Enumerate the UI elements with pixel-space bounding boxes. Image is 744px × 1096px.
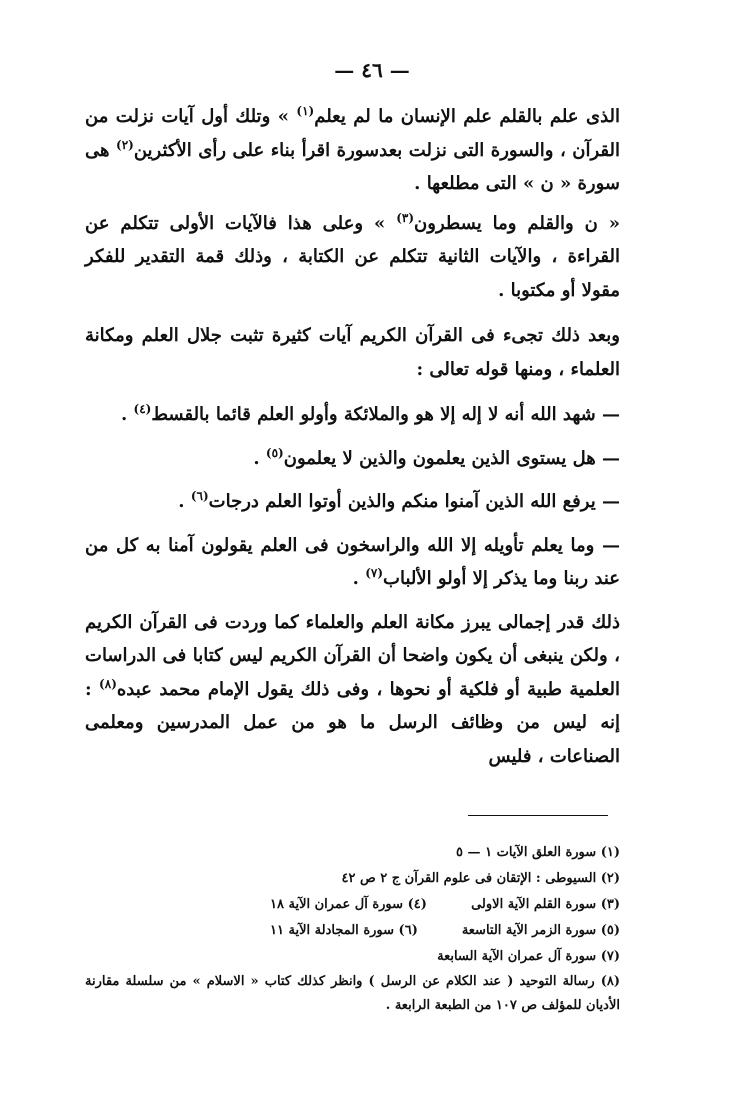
footnotes (270, 840, 620, 970)
footnote-7: (٧) سورة آل عمران الآية السابعة (437, 949, 620, 964)
paragraph-1-after2: هى سورة « ن » التى مطلعها . (85, 139, 620, 194)
footnote-3: (٣) سورة القلم الآية الاولى (471, 897, 620, 912)
footnote-2: (٢) السيوطى : الإتقان فى علوم القرآن ج ٢ ص ٤٢ (341, 871, 620, 886)
footnote-6: (٦) سورة المجادلة الآية ١١ (270, 923, 418, 938)
paragraph-4 (85, 606, 620, 774)
main-text (85, 100, 620, 785)
paragraph-4-text: ذلك قدر إجمالى يبرز مكانة العلم والعلماء كما وردت فى القرآن الكريم ، ولكن ينبغى أن يكون واضحا أن القرآن الكريم ليس كتابا فى الدراسات العلمية طبية أو فلكية أو نحوها ، وفى ذلك يقول الإمام محمد عبده (85, 611, 620, 700)
verse-3 (85, 485, 620, 519)
paragraph-4-after: : إنه ليس من وظائف الرسل ما هو من عمل المدرسين ومعلمى الصناعات ، فليس (85, 678, 621, 767)
verse-3-text: — يرفع الله الذين آمنوا منكم والذين أوتوا العلم درجات (208, 491, 620, 512)
footnote-row-3-4 (270, 892, 620, 918)
paragraph-2 (85, 207, 620, 308)
footnote-ref-6[interactable]: (٦) (190, 489, 209, 503)
verse-4 (85, 529, 620, 596)
footnote-ref-3[interactable]: (٣) (396, 210, 415, 225)
footnote-ref-4[interactable]: (٤) (133, 402, 152, 416)
verse-1-text: — شهد الله أنه لا إله إلا هو والملائكة وأولو العلم قائما بالقسط (151, 404, 620, 425)
footnote-1: (١) سورة العلق الآيات ١ — ٥ (456, 845, 620, 860)
paragraph-1-text: الذى علم بالقلم علم الإنسان ما لم يعلم (314, 106, 620, 127)
verse-2-end: . (253, 447, 266, 469)
footnote-5: (٥) سورة الزمر الآية التاسعة (461, 923, 620, 938)
verse-2 (85, 442, 620, 476)
verse-1-end: . (120, 404, 134, 425)
paragraph-1-after: » وتلك أول آيات نزلت من القرآن ، والسورة التى نزلت بعدسورة اقرأ بناء على رأى الأكثرين (85, 106, 620, 161)
paragraph-1 (85, 100, 620, 201)
footnote-ref-8[interactable]: (٨) (99, 676, 117, 691)
footnote-ref-5[interactable]: (٥) (265, 445, 284, 460)
page-number: — ٤٦ — (334, 58, 410, 82)
paragraph-2-after: » وعلى هذا فالآيات الأولى تتكلم عن القراءة ، والآيات الثانية تتكلم عن الكتابة ، وذلك قمة التقدير للفكر مقولا أو مكتوبا . (85, 212, 620, 301)
verse-4-end: . (352, 568, 366, 589)
paragraph-3: وبعد ذلك تجىء فى القرآن الكريم آيات كثيرة تثبت جلال العلم ومكانة العلماء ، ومنها قوله تعالى : (85, 325, 620, 380)
footnote-ref-2[interactable]: (٢) (116, 137, 134, 152)
verse-3-end: . (178, 491, 191, 512)
footnote-ref-1[interactable]: (١) (296, 104, 315, 118)
footnote-8: (٨) رسالة التوحيد ( عند الكلام عن الرسل ) وانظر كذلك كتاب « الاسلام » من سلسلة مقارنة الأديان للمؤلف ص ١٠٧ من الطبعة الرابعة . (85, 974, 620, 1013)
verse-2-text: — هل يستوى الذين يعلمون والذين لا يعلمون (283, 447, 620, 469)
footnote-divider (468, 815, 608, 816)
footnote-4: (٤) سورة آل عمران الآية ١٨ (270, 897, 427, 912)
paragraph-2-text: « ن والقلم وما يسطرون (414, 212, 620, 234)
footnote-ref-7[interactable]: (٧) (365, 566, 384, 580)
footnote-row-5-6 (270, 918, 620, 944)
verse-1 (85, 398, 620, 432)
verse-4-text: — وما يعلم تأويله إلا الله والراسخون فى العلم يقولون آمنا به كل من عند ربنا وما يذكر إلا أولو الألباب (85, 534, 620, 589)
